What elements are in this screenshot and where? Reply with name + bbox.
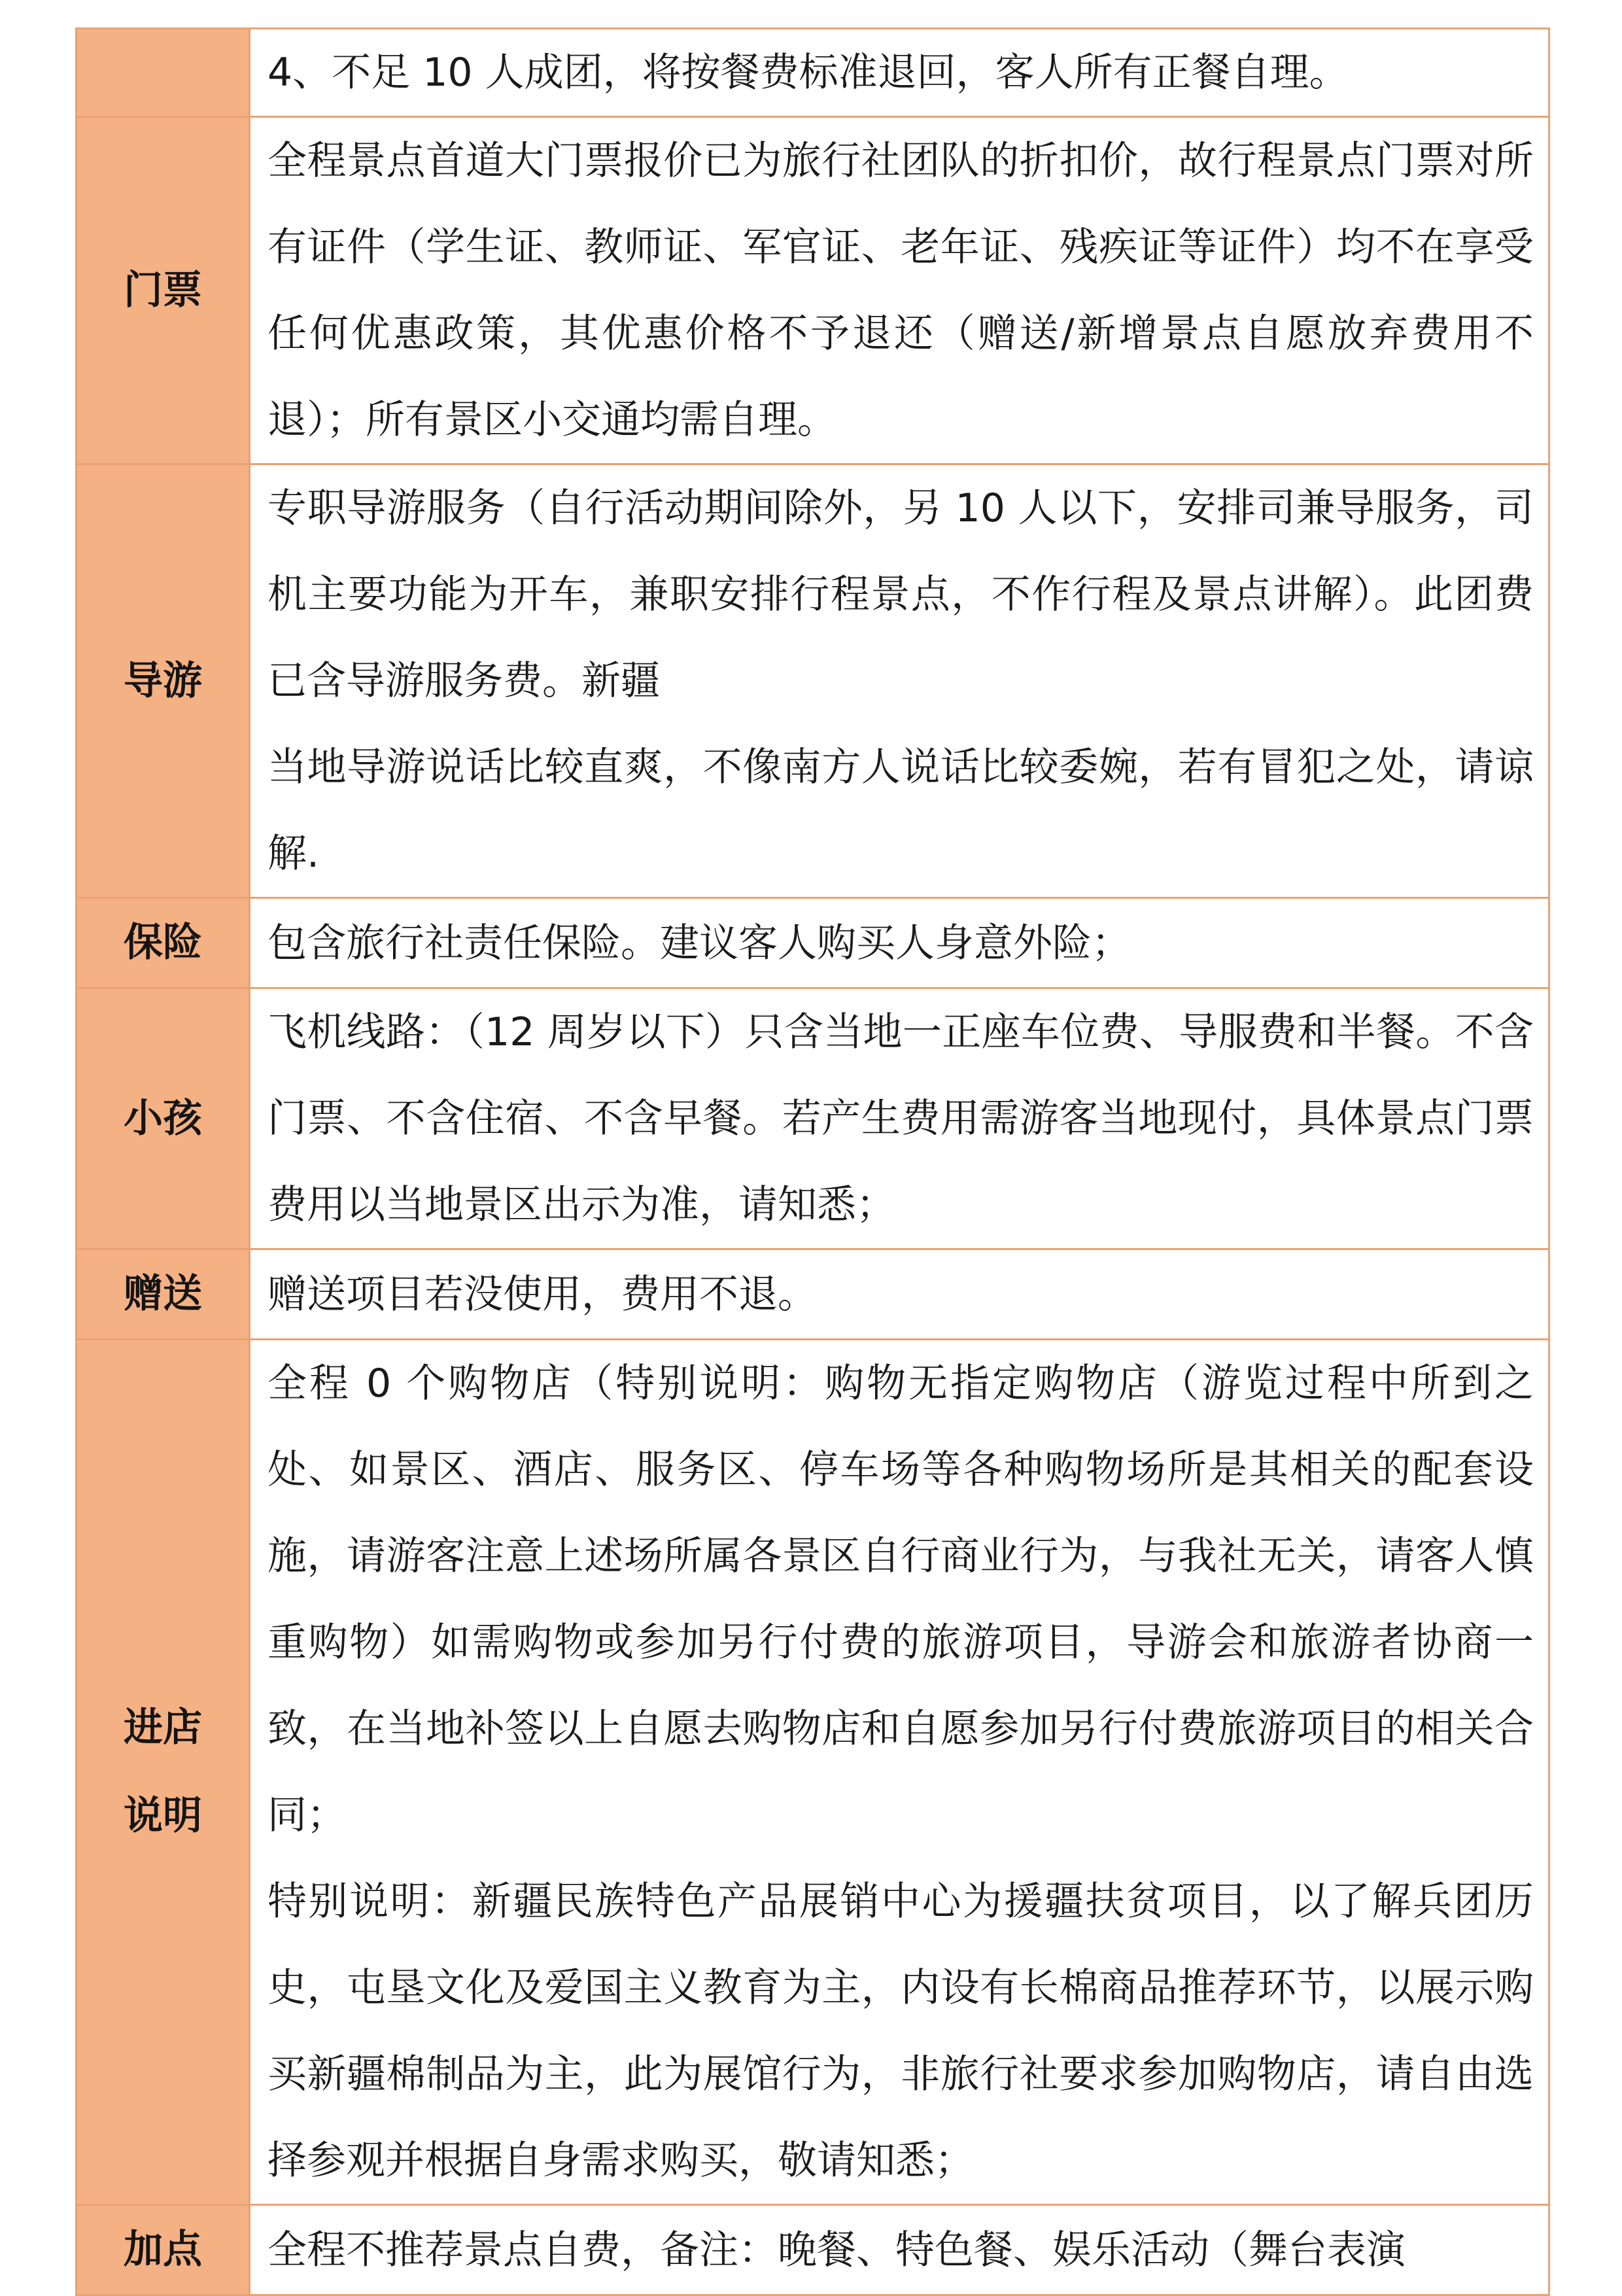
content-paragraph: 专职导游服务（自行活动期间除外，另 10 人以下，安排司兼导服务，司机主要功能为开车，兼职安排行程景点，不作行程及景点讲解）。此团费已含导游服务费。新疆 — [267, 485, 1534, 704]
table-row-insurance — [77, 898, 1549, 988]
row-label-line: 进店 — [124, 1705, 202, 1750]
row-content-gifts — [250, 1249, 1549, 1340]
table-row-children — [77, 988, 1549, 1249]
content-paragraph: 4、不足 10 人成团，将按餐费标准退回，客人所有正餐自理。 — [267, 50, 1349, 96]
row-content-guide — [250, 464, 1549, 898]
content-paragraph: 包含旅行社责任保险。建议客人购买人身意外险； — [267, 920, 1131, 966]
travel-terms-table — [75, 27, 1550, 2296]
content-paragraph: 飞机线路：（12 周岁以下）只含当地一正座车位费、导服费和半餐。不含门票、不含住宿、不含早餐。若产生费用需游客当地现付，具体景点门票费用以当地景区出示为准，请知悉； — [267, 1009, 1534, 1228]
row-content-meal-refund — [250, 29, 1549, 117]
content-paragraph: 当地导游说话比较直爽，不像南方人说话比较委婉，若有冒犯之处，请谅解. — [267, 744, 1534, 877]
row-label-insurance: 保险 — [77, 898, 250, 988]
content-paragraph: 全程景点首道大门票报价已为旅行社团队的折扣价，故行程景点门票对所有证件（学生证、教师证、军官证、老年证、残疾证等证件）均不在享受任何优惠政策，其优惠价格不予退还（赠送/新增景点自愿放弃费用不退）；所有景区小交通均需自理。 — [267, 138, 1534, 443]
row-label-line: 说明 — [124, 1793, 202, 1839]
row-label-tickets: 门票 — [77, 117, 250, 464]
table-row-guide — [77, 464, 1549, 898]
row-label-extras: 加点 — [77, 2205, 250, 2295]
row-label-empty — [77, 29, 250, 117]
row-content-extras — [250, 2205, 1549, 2295]
row-label-gifts: 赠送 — [77, 1249, 250, 1340]
table-row-extras — [77, 2205, 1549, 2295]
table-row-gifts — [77, 1249, 1549, 1340]
row-label-guide: 导游 — [77, 464, 250, 898]
row-content-shopping — [250, 1340, 1549, 2205]
content-paragraph: 赠送项目若没使用，费用不退。 — [267, 1271, 817, 1317]
table-row-meal-refund — [77, 29, 1549, 117]
row-label-shopping — [77, 1340, 250, 2205]
content-paragraph: 全程不推荐景点自费，备注：晚餐、特色餐、娱乐活动（舞台表演 — [267, 2227, 1406, 2273]
table-row-shopping — [77, 1340, 1549, 2205]
table-row-tickets — [77, 117, 1549, 464]
content-paragraph: 特别说明：新疆民族特色产品展销中心为援疆扶贫项目，以了解兵团历史，屯垦文化及爱国主义教育为主，内设有长棉商品推荐环节，以展示购买新疆棉制品为主，此为展馆行为，非旅行社要求参加购物店，请自由选择参观并根据自身需求购买，敬请知悉； — [267, 1879, 1534, 2183]
row-label-children: 小孩 — [77, 988, 250, 1249]
row-content-tickets — [250, 117, 1549, 464]
row-content-children — [250, 988, 1549, 1249]
content-paragraph: 全程 0 个购物店（特别说明：购物无指定购物店（游览过程中所到之处、如景区、酒店、服务区、停车场等各种购物场所是其相关的配套设施，请游客注意上述场所属各景区自行商业行为，与我社无关，请客人慎重购物）如需购物或参加另行付费的旅游项目，导游会和旅游者协商一致，在当地补签以上自愿去购物店和自愿参加另行付费旅游项目的相关合同； — [267, 1361, 1534, 1838]
row-content-insurance — [250, 898, 1549, 988]
